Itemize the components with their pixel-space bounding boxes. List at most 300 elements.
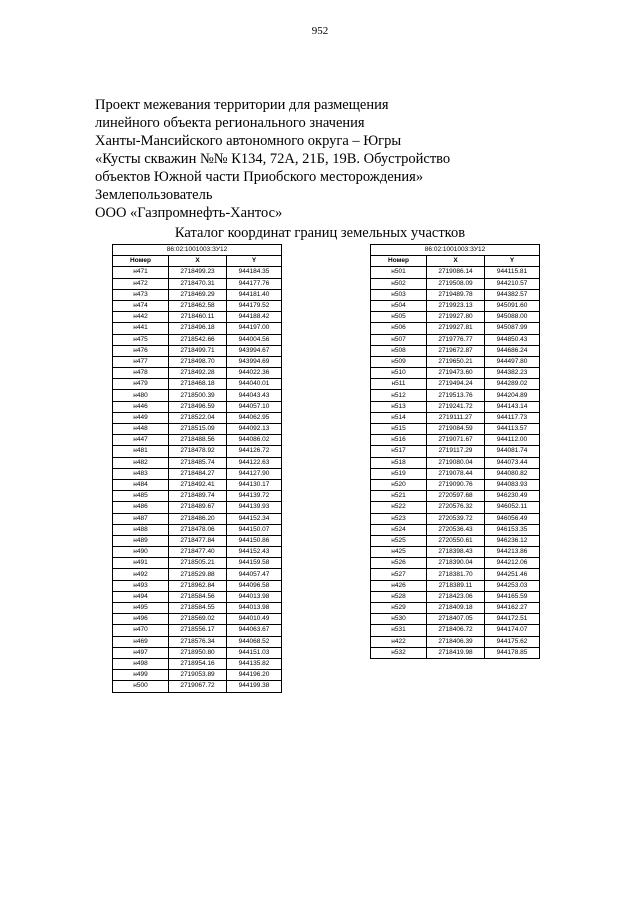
header-line: Ханты-Мансийского автономного округа – Югры <box>95 133 402 149</box>
point-number-cell: н522 <box>371 502 427 513</box>
x-coordinate-cell: 2718470.31 <box>169 278 227 289</box>
point-number-cell: н489 <box>113 535 169 546</box>
table-row <box>113 625 282 636</box>
table-row <box>371 468 540 479</box>
coordinates-table-right <box>370 244 540 659</box>
y-coordinate-cell: 944043.43 <box>227 390 282 401</box>
x-coordinate-cell: 2718499.71 <box>169 345 227 356</box>
x-coordinate-cell: 2718576.34 <box>169 636 227 647</box>
x-coordinate-cell: 2718484.27 <box>169 468 227 479</box>
point-number-cell: н470 <box>113 625 169 636</box>
table-row <box>371 368 540 379</box>
point-number-cell: н441 <box>113 323 169 334</box>
table-row <box>371 267 540 278</box>
x-coordinate-cell: 2720550.61 <box>427 535 485 546</box>
y-coordinate-cell: 944152.43 <box>227 547 282 558</box>
x-coordinate-cell: 2718488.56 <box>169 435 227 446</box>
y-coordinate-cell: 944497.80 <box>485 356 540 367</box>
x-coordinate-cell: 2719241.72 <box>427 401 485 412</box>
x-coordinate-cell: 2718478.06 <box>169 524 227 535</box>
x-coordinate-cell: 2719053.89 <box>169 670 227 681</box>
table-row <box>113 267 282 278</box>
x-coordinate-cell: 2718492.28 <box>169 368 227 379</box>
x-coordinate-cell: 2718489.74 <box>169 491 227 502</box>
table-row <box>113 681 282 692</box>
point-number-cell: н492 <box>113 569 169 580</box>
point-number-cell: н446 <box>113 401 169 412</box>
x-coordinate-cell: 2718492.41 <box>169 479 227 490</box>
y-coordinate-cell: 944199.38 <box>227 681 282 692</box>
table-row <box>113 591 282 602</box>
y-coordinate-cell: 944139.93 <box>227 502 282 513</box>
x-coordinate-cell: 2719494.24 <box>427 379 485 390</box>
x-coordinate-cell: 2718406.39 <box>427 636 485 647</box>
point-number-cell: н515 <box>371 424 427 435</box>
point-number-cell: н479 <box>113 379 169 390</box>
x-coordinate-cell: 2719927.80 <box>427 312 485 323</box>
point-number-cell: н520 <box>371 479 427 490</box>
point-number-cell: н530 <box>371 614 427 625</box>
y-coordinate-cell: 944113.57 <box>485 424 540 435</box>
point-number-cell: н501 <box>371 267 427 278</box>
y-coordinate-cell: 946153.35 <box>485 524 540 535</box>
x-coordinate-cell: 2718569.02 <box>169 614 227 625</box>
x-coordinate-cell: 2718498.70 <box>169 356 227 367</box>
x-coordinate-cell: 2719071.67 <box>427 435 485 446</box>
table-row <box>371 424 540 435</box>
point-number-cell: н476 <box>113 345 169 356</box>
y-coordinate-cell: 944130.17 <box>227 479 282 490</box>
y-coordinate-cell: 946056.49 <box>485 513 540 524</box>
y-coordinate-cell: 944175.62 <box>485 636 540 647</box>
y-coordinate-cell: 944127.90 <box>227 468 282 479</box>
point-number-cell: н526 <box>371 558 427 569</box>
y-coordinate-cell: 943994.69 <box>227 356 282 367</box>
table-row <box>113 502 282 513</box>
y-coordinate-cell: 943994.67 <box>227 345 282 356</box>
x-coordinate-cell: 2719080.04 <box>427 457 485 468</box>
x-coordinate-cell: 2718950.80 <box>169 647 227 658</box>
y-coordinate-cell: 944022.36 <box>227 368 282 379</box>
x-coordinate-cell: 2718500.39 <box>169 390 227 401</box>
point-number-cell: н523 <box>371 513 427 524</box>
point-number-cell: н490 <box>113 547 169 558</box>
table-row <box>113 558 282 569</box>
y-coordinate-cell: 944178.85 <box>485 647 540 658</box>
y-coordinate-cell: 944096.58 <box>227 580 282 591</box>
y-coordinate-cell: 944063.67 <box>227 625 282 636</box>
y-coordinate-cell: 944083.93 <box>485 479 540 490</box>
x-coordinate-cell: 2718486.20 <box>169 513 227 524</box>
table-row <box>371 412 540 423</box>
x-coordinate-cell: 2718584.56 <box>169 591 227 602</box>
column-header-number: Номер <box>371 256 427 267</box>
point-number-cell: н509 <box>371 356 427 367</box>
y-coordinate-cell: 944174.07 <box>485 625 540 636</box>
x-coordinate-cell: 2719111.27 <box>427 412 485 423</box>
y-coordinate-cell: 944165.59 <box>485 591 540 602</box>
x-coordinate-cell: 2718468.18 <box>169 379 227 390</box>
table-row <box>371 614 540 625</box>
y-coordinate-cell: 944139.72 <box>227 491 282 502</box>
y-coordinate-cell: 944197.00 <box>227 323 282 334</box>
x-coordinate-cell: 2718477.40 <box>169 547 227 558</box>
point-number-cell: н425 <box>371 547 427 558</box>
table-row <box>371 289 540 300</box>
x-coordinate-cell: 2719927.81 <box>427 323 485 334</box>
y-coordinate-cell: 944122.63 <box>227 457 282 468</box>
x-coordinate-cell: 2719473.60 <box>427 368 485 379</box>
table-row <box>113 412 282 423</box>
y-coordinate-cell: 946230.49 <box>485 491 540 502</box>
table-row <box>371 547 540 558</box>
table-row <box>113 524 282 535</box>
y-coordinate-cell: 944289.02 <box>485 379 540 390</box>
point-number-cell: н507 <box>371 334 427 345</box>
table-row <box>113 491 282 502</box>
point-number-cell: н491 <box>113 558 169 569</box>
table-row <box>371 356 540 367</box>
y-coordinate-cell: 944686.24 <box>485 345 540 356</box>
header-line: Землепользователь <box>95 187 213 203</box>
point-number-cell: н496 <box>113 614 169 625</box>
point-number-cell: н514 <box>371 412 427 423</box>
table-row <box>371 625 540 636</box>
point-number-cell: н500 <box>113 681 169 692</box>
point-number-cell: н486 <box>113 502 169 513</box>
point-number-cell: н521 <box>371 491 427 502</box>
table-row <box>371 491 540 502</box>
y-coordinate-cell: 944117.73 <box>485 412 540 423</box>
x-coordinate-cell: 2718954.16 <box>169 658 227 669</box>
point-number-cell: н511 <box>371 379 427 390</box>
table-row <box>371 334 540 345</box>
table-row <box>113 289 282 300</box>
x-coordinate-cell: 2719508.09 <box>427 278 485 289</box>
point-number-cell: н447 <box>113 435 169 446</box>
table-row <box>113 647 282 658</box>
y-coordinate-cell: 944210.57 <box>485 278 540 289</box>
x-coordinate-cell: 2718584.55 <box>169 603 227 614</box>
point-number-cell: н449 <box>113 412 169 423</box>
x-coordinate-cell: 2718529.88 <box>169 569 227 580</box>
point-number-cell: н487 <box>113 513 169 524</box>
table-row <box>371 457 540 468</box>
header-line: объектов Южной части Приобского месторождения» <box>95 169 424 185</box>
header-line: Проект межевания территории для размещения <box>95 97 389 113</box>
x-coordinate-cell: 2719672.87 <box>427 345 485 356</box>
x-coordinate-cell: 2718398.43 <box>427 547 485 558</box>
y-coordinate-cell: 944115.81 <box>485 267 540 278</box>
y-coordinate-cell: 944188.42 <box>227 312 282 323</box>
document-header <box>95 96 565 222</box>
x-coordinate-cell: 2719513.76 <box>427 390 485 401</box>
y-coordinate-cell: 944177.76 <box>227 278 282 289</box>
y-coordinate-cell: 946052.11 <box>485 502 540 513</box>
y-coordinate-cell: 944062.95 <box>227 412 282 423</box>
table-row <box>113 614 282 625</box>
y-coordinate-cell: 944004.56 <box>227 334 282 345</box>
x-coordinate-cell: 2719067.72 <box>169 681 227 692</box>
table-row <box>371 323 540 334</box>
table-row <box>113 401 282 412</box>
y-coordinate-cell: 944253.03 <box>485 580 540 591</box>
parcel-number-header: 86:02:1001003:ЗУ12 <box>113 245 282 256</box>
y-coordinate-cell: 944150.86 <box>227 535 282 546</box>
point-number-cell: н472 <box>113 278 169 289</box>
y-coordinate-cell: 945087.99 <box>485 323 540 334</box>
table-row <box>113 547 282 558</box>
table-row <box>371 535 540 546</box>
x-coordinate-cell: 2718489.67 <box>169 502 227 513</box>
point-number-cell: н506 <box>371 323 427 334</box>
y-coordinate-cell: 944080.82 <box>485 468 540 479</box>
x-coordinate-cell: 2718423.06 <box>427 591 485 602</box>
x-coordinate-cell: 2718499.23 <box>169 267 227 278</box>
table-row <box>371 312 540 323</box>
y-coordinate-cell: 946236.12 <box>485 535 540 546</box>
x-coordinate-cell: 2719776.77 <box>427 334 485 345</box>
y-coordinate-cell: 944179.52 <box>227 300 282 311</box>
point-number-cell: н516 <box>371 435 427 446</box>
y-coordinate-cell: 944013.98 <box>227 603 282 614</box>
table-row <box>113 670 282 681</box>
table-row <box>113 323 282 334</box>
table-row <box>371 636 540 647</box>
x-coordinate-cell: 2718406.72 <box>427 625 485 636</box>
y-coordinate-cell: 944251.46 <box>485 569 540 580</box>
y-coordinate-cell: 944150.07 <box>227 524 282 535</box>
table-row <box>113 390 282 401</box>
point-number-cell: н471 <box>113 267 169 278</box>
point-number-cell: н494 <box>113 591 169 602</box>
point-number-cell: н474 <box>113 300 169 311</box>
point-number-cell: н527 <box>371 569 427 580</box>
table-row <box>371 379 540 390</box>
y-coordinate-cell: 944112.00 <box>485 435 540 446</box>
x-coordinate-cell: 2718485.74 <box>169 457 227 468</box>
point-number-cell: н473 <box>113 289 169 300</box>
table-row <box>113 457 282 468</box>
point-number-cell: н495 <box>113 603 169 614</box>
table-row <box>371 524 540 535</box>
x-coordinate-cell: 2718478.92 <box>169 446 227 457</box>
x-coordinate-cell: 2718515.09 <box>169 424 227 435</box>
table-row <box>371 580 540 591</box>
y-coordinate-cell: 944151.03 <box>227 647 282 658</box>
x-coordinate-cell: 2718462.58 <box>169 300 227 311</box>
table-row <box>371 300 540 311</box>
column-header-number: Номер <box>113 256 169 267</box>
x-coordinate-cell: 2718407.05 <box>427 614 485 625</box>
table-row <box>371 390 540 401</box>
x-coordinate-cell: 2718469.29 <box>169 289 227 300</box>
table-row <box>113 356 282 367</box>
x-coordinate-cell: 2718496.59 <box>169 401 227 412</box>
y-coordinate-cell: 944135.82 <box>227 658 282 669</box>
table-row <box>371 591 540 602</box>
point-number-cell: н510 <box>371 368 427 379</box>
table-row <box>113 569 282 580</box>
y-coordinate-cell: 944181.40 <box>227 289 282 300</box>
table-row <box>113 300 282 311</box>
y-coordinate-cell: 944172.51 <box>485 614 540 625</box>
point-number-cell: н482 <box>113 457 169 468</box>
header-line: «Кусты скважин №№ К134, 72А, 21Б, 19В. Обустройство <box>95 151 451 167</box>
x-coordinate-cell: 2719090.76 <box>427 479 485 490</box>
point-number-cell: н484 <box>113 479 169 490</box>
point-number-cell: н485 <box>113 491 169 502</box>
y-coordinate-cell: 944162.27 <box>485 603 540 614</box>
point-number-cell: н518 <box>371 457 427 468</box>
x-coordinate-cell: 2720539.72 <box>427 513 485 524</box>
table-row <box>113 278 282 289</box>
y-coordinate-cell: 944152.34 <box>227 513 282 524</box>
point-number-cell: н532 <box>371 647 427 658</box>
y-coordinate-cell: 945091.60 <box>485 300 540 311</box>
point-number-cell: н422 <box>371 636 427 647</box>
y-coordinate-cell: 944010.49 <box>227 614 282 625</box>
y-coordinate-cell: 944086.02 <box>227 435 282 446</box>
x-coordinate-cell: 2719084.59 <box>427 424 485 435</box>
x-coordinate-cell: 2719078.44 <box>427 468 485 479</box>
y-coordinate-cell: 944073.44 <box>485 457 540 468</box>
y-coordinate-cell: 944159.58 <box>227 558 282 569</box>
point-number-cell: н528 <box>371 591 427 602</box>
point-number-cell: н525 <box>371 535 427 546</box>
table-row <box>371 513 540 524</box>
y-coordinate-cell: 944092.13 <box>227 424 282 435</box>
y-coordinate-cell: 944204.89 <box>485 390 540 401</box>
table-row <box>371 603 540 614</box>
x-coordinate-cell: 2718542.66 <box>169 334 227 345</box>
table-row <box>371 435 540 446</box>
x-coordinate-cell: 2718496.18 <box>169 323 227 334</box>
table-row <box>113 345 282 356</box>
y-coordinate-cell: 944212.06 <box>485 558 540 569</box>
point-number-cell: н497 <box>113 647 169 658</box>
x-coordinate-cell: 2720536.43 <box>427 524 485 535</box>
x-coordinate-cell: 2718381.70 <box>427 569 485 580</box>
y-coordinate-cell: 944382.23 <box>485 368 540 379</box>
point-number-cell: н502 <box>371 278 427 289</box>
x-coordinate-cell: 2718460.11 <box>169 312 227 323</box>
x-coordinate-cell: 2718505.21 <box>169 558 227 569</box>
table-row <box>113 368 282 379</box>
x-coordinate-cell: 2718419.98 <box>427 647 485 658</box>
table-row <box>371 558 540 569</box>
x-coordinate-cell: 2718556.17 <box>169 625 227 636</box>
x-coordinate-cell: 2719117.29 <box>427 446 485 457</box>
point-number-cell: н483 <box>113 468 169 479</box>
point-number-cell: н493 <box>113 580 169 591</box>
point-number-cell: н448 <box>113 424 169 435</box>
header-line: ООО «Газпромнефть-Хантос» <box>95 205 283 221</box>
catalog-title: Каталог координат границ земельных участков <box>174 225 466 241</box>
table-row <box>371 278 540 289</box>
x-coordinate-cell: 2718477.84 <box>169 535 227 546</box>
point-number-cell: н488 <box>113 524 169 535</box>
table-row <box>371 401 540 412</box>
y-coordinate-cell: 944040.01 <box>227 379 282 390</box>
point-number-cell: н480 <box>113 390 169 401</box>
table-row <box>371 647 540 658</box>
point-number-cell: н508 <box>371 345 427 356</box>
point-number-cell: н426 <box>371 580 427 591</box>
page-number: 952 <box>311 25 329 37</box>
x-coordinate-cell: 2719086.14 <box>427 267 485 278</box>
point-number-cell: н531 <box>371 625 427 636</box>
x-coordinate-cell: 2719489.78 <box>427 289 485 300</box>
point-number-cell: н481 <box>113 446 169 457</box>
column-header-x: X <box>169 256 227 267</box>
y-coordinate-cell: 944013.98 <box>227 591 282 602</box>
point-number-cell: н503 <box>371 289 427 300</box>
x-coordinate-cell: 2718409.18 <box>427 603 485 614</box>
x-coordinate-cell: 2718389.11 <box>427 580 485 591</box>
point-number-cell: н524 <box>371 524 427 535</box>
table-row <box>113 479 282 490</box>
x-coordinate-cell: 2718522.04 <box>169 412 227 423</box>
parcel-number-header: 86:02:1001003:ЗУ12 <box>371 245 540 256</box>
point-number-cell: н529 <box>371 603 427 614</box>
x-coordinate-cell: 2720597.68 <box>427 491 485 502</box>
coordinates-table-left <box>112 244 282 693</box>
y-coordinate-cell: 944057.10 <box>227 401 282 412</box>
table-row <box>371 479 540 490</box>
y-coordinate-cell: 944057.47 <box>227 569 282 580</box>
table-row <box>113 379 282 390</box>
column-header-y: Y <box>227 256 282 267</box>
table-row <box>113 312 282 323</box>
point-number-cell: н478 <box>113 368 169 379</box>
point-number-cell: н505 <box>371 312 427 323</box>
y-coordinate-cell: 944184.35 <box>227 267 282 278</box>
point-number-cell: н513 <box>371 401 427 412</box>
table-row <box>113 580 282 591</box>
table-row <box>113 446 282 457</box>
table-row <box>113 535 282 546</box>
column-header-x: X <box>427 256 485 267</box>
point-number-cell: н504 <box>371 300 427 311</box>
point-number-cell: н475 <box>113 334 169 345</box>
table-row <box>113 513 282 524</box>
table-row <box>113 658 282 669</box>
table-row <box>371 345 540 356</box>
column-header-y: Y <box>485 256 540 267</box>
point-number-cell: н442 <box>113 312 169 323</box>
y-coordinate-cell: 944143.14 <box>485 401 540 412</box>
x-coordinate-cell: 2720576.32 <box>427 502 485 513</box>
table-row <box>113 435 282 446</box>
point-number-cell: н517 <box>371 446 427 457</box>
table-row <box>113 603 282 614</box>
point-number-cell: н499 <box>113 670 169 681</box>
y-coordinate-cell: 944068.52 <box>227 636 282 647</box>
point-number-cell: н498 <box>113 658 169 669</box>
point-number-cell: н519 <box>371 468 427 479</box>
header-line: линейного объекта регионального значения <box>95 115 365 131</box>
table-row <box>113 334 282 345</box>
y-coordinate-cell: 944850.43 <box>485 334 540 345</box>
y-coordinate-cell: 944081.74 <box>485 446 540 457</box>
x-coordinate-cell: 2719650.21 <box>427 356 485 367</box>
table-row <box>371 502 540 513</box>
x-coordinate-cell: 2719923.13 <box>427 300 485 311</box>
point-number-cell: н469 <box>113 636 169 647</box>
table-row <box>113 636 282 647</box>
point-number-cell: н477 <box>113 356 169 367</box>
